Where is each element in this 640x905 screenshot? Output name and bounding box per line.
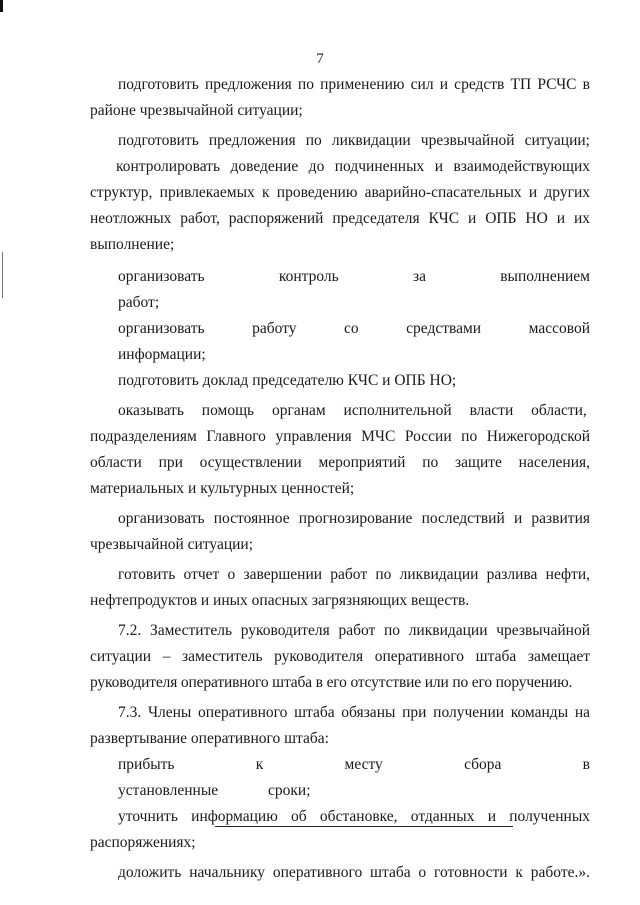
paragraph-11 [90, 700, 590, 752]
text-line: материальных и культурных ценностей; [90, 480, 355, 497]
paragraph-9 [90, 562, 590, 614]
text-line: готовить отчет о завершении работ по ликвидации разлива нефти, [118, 566, 590, 583]
text-line: развертывание оперативного штаба: [90, 730, 329, 747]
text-line: подготовить доклад председателю КЧС и ОПБ НО; [118, 372, 457, 389]
text-line: подготовить предложения по ликвидации чрезвычайной ситуации; [118, 132, 590, 149]
paragraph-14 [118, 860, 590, 886]
paragraph-1 [90, 72, 590, 124]
text-line: организовать работу со средствами массовой информации; [118, 320, 590, 363]
bottom-divider-line [215, 826, 513, 827]
paragraph-13 [90, 804, 590, 856]
text-line: организовать постоянное прогнозирование последствий и развития [118, 510, 590, 527]
text-line: контролировать доведение до подчиненных и взаимодействующих [116, 158, 590, 175]
paragraph-8 [90, 506, 590, 558]
text-line: организовать контроль за выполнением работ; [118, 268, 590, 311]
text-line: доложить начальнику оперативного штаба о готовности к работе.». [118, 864, 590, 881]
text-line: подготовить предложения по применению сил и средств ТП РСЧС в [118, 76, 590, 93]
paragraph-5 [118, 316, 590, 368]
text-line: уточнить информацию об обстановке, отданных и полученных [118, 808, 590, 825]
text-line: руководителя оперативного штаба в его отсутствие или по его поручению. [90, 674, 573, 691]
text-line: распоряжениях; [90, 834, 196, 851]
text-line: области при осуществлении мероприятий по защите населения, [90, 454, 590, 471]
paragraph-6 [118, 368, 590, 394]
text-line: неотложных работ, распоряжений председателя КЧС и ОПБ НО и их [90, 210, 590, 227]
text-line: 7.3. Члены оперативного штаба обязаны при получении команды на [118, 704, 590, 721]
text-line: прибыть к месту сбора в установленные сроки; [118, 756, 590, 799]
paragraph-10 [90, 618, 590, 696]
paragraph-12 [118, 752, 590, 804]
text-line: оказывать помощь органам исполнительной власти области, [118, 402, 587, 419]
text-line: 7.2. Заместитель руководителя работ по ликвидации чрезвычайной [118, 622, 590, 639]
document-body [90, 72, 590, 886]
paragraph-7 [90, 398, 590, 502]
paragraph-3 [90, 154, 590, 258]
scan-margin-mark [2, 252, 3, 298]
text-line: чрезвычайной ситуации; [90, 536, 254, 553]
text-line: подразделениям Главного управления МЧС России по Нижегородской [90, 428, 590, 445]
scan-corner-mark [0, 0, 3, 12]
page-number: 7 [316, 51, 324, 67]
paragraph-4 [118, 264, 590, 316]
text-line: структур, привлекаемых к проведению аварийно-спасательных и других [90, 184, 590, 201]
paragraph-2 [118, 128, 590, 154]
text-line: ситуации – заместитель руководителя оперативного штаба замещает [90, 648, 590, 665]
text-line: нефтепродуктов и иных опасных загрязняющих веществ. [90, 592, 470, 609]
text-line: выполнение; [90, 236, 175, 253]
text-line: районе чрезвычайной ситуации; [90, 102, 303, 119]
